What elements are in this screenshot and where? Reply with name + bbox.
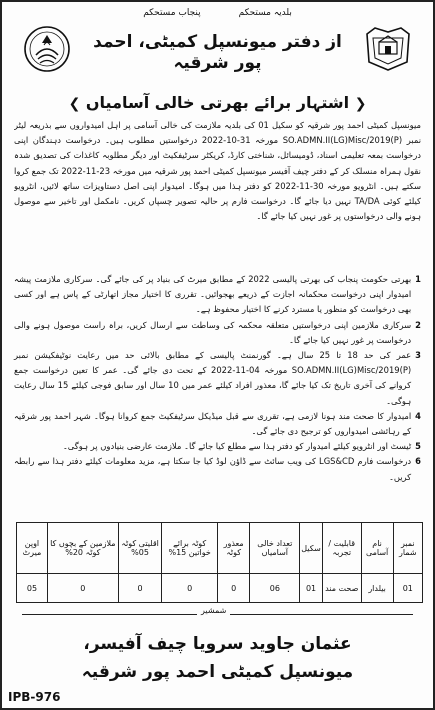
advertisement-title-text: اشتہار برائے بھرتی خالی آسامیاں	[85, 93, 350, 112]
col-qualification: قابلیت / تجربہ	[322, 523, 361, 574]
condition-item	[14, 454, 421, 484]
condition-item	[14, 318, 421, 348]
condition-number: 2	[415, 319, 421, 330]
table-row	[17, 574, 423, 603]
signatory-name: عثمان جاوید سرویا چیف آفیسر،	[83, 634, 352, 654]
col-employee-children-quota: ملازمین کے بچوں کا کوٹہ 20%	[47, 523, 118, 574]
col-vacancies: تعداد خالی آسامیاں	[250, 523, 300, 574]
condition-text: ٹیسٹ اور انٹرویو کیلئے امیدوار کو دفتر ہذا سے مطلع کیا جائے گا۔ ملازمت عارضی بنیادوں پر ہوگی۔	[62, 441, 412, 452]
table-cell: 0	[217, 574, 250, 603]
vacancy-table	[16, 522, 423, 603]
footer-divider-word: شمشیر	[197, 606, 230, 615]
condition-text: سرکاری ملازمین اپنی درخواستیں متعلقہ محکمہ کی وساطت سے ارسال کریں، براہ راست موصول ہونے والی درخواست پر غور نہیں کیا جائے گا۔	[14, 319, 412, 345]
col-post-name: نام آسامی	[361, 523, 393, 574]
table-cell: 01	[300, 574, 323, 603]
signatory-block	[22, 630, 413, 686]
signatory-office: میونسپل کمیٹی احمد پور شرقیہ	[81, 662, 354, 682]
table-cell: 06	[250, 574, 300, 603]
condition-text: عمر کی حد 18 تا 25 سال ہے۔ گورنمنٹ پالیسی کے مطابق بالائی حد میں رعایت نوٹیفکیشن نمبر SO.ADMN.II(LG)Misc/2019(P) مورخہ 04-11-2022 کے تحت دی جائے گی۔ عمر کا تعین درخواست جمع کروانے کی آخری تاریخ تک کیا جائے گا، معذور افراد کیلئے عمر میں 10 سال اور سابق فوجی کیلئے 15 سال رعایت ہوگی۔	[14, 350, 412, 406]
condition-item	[14, 272, 421, 318]
col-disabled-quota: معذور کوٹہ	[217, 523, 250, 574]
office-title: از دفتر میونسپل کمیٹی، احمد پور شرقیہ	[93, 32, 342, 73]
table-cell: 0	[47, 574, 118, 603]
condition-number: 6	[415, 456, 421, 467]
condition-item	[14, 348, 421, 409]
condition-number: 5	[415, 441, 421, 452]
condition-item	[14, 439, 421, 454]
col-scale: سکیل	[300, 523, 323, 574]
advertisement-title	[2, 93, 433, 112]
table-cell: 0	[162, 574, 217, 603]
table-cell: 05	[17, 574, 48, 603]
tagline-punjab: پنجاب مستحکم	[143, 8, 201, 18]
header-taglines	[2, 8, 433, 22]
municipal-emblem-icon	[361, 24, 415, 74]
ornament-right-icon: ❮	[354, 96, 367, 112]
advertisement-body	[14, 118, 421, 485]
col-serial: نمبر شمار	[393, 523, 422, 574]
table-cell: بیلدار	[361, 574, 393, 603]
table-header-row	[17, 523, 423, 574]
condition-item	[14, 409, 421, 439]
ipb-code: IPB-976	[8, 690, 61, 704]
condition-text: امیدوار کا صحت مند ہونا لازمی ہے، تقرری سے قبل میڈیکل سرٹیفکیٹ جمع کروانا ہوگا۔ شہر احمد پور شرقیہ کے رہائشی امیدواروں کو ترجیح دی جائے گی۔	[14, 410, 412, 437]
col-open-merit: اوپن میرٹ	[17, 523, 48, 574]
condition-number: 4	[415, 410, 421, 421]
punjab-emblem-icon	[20, 24, 74, 74]
condition-text: بھرتی حکومت پنجاب کی بھرتی پالیسی 2022 کے مطابق میرٹ کی بنیاد پر کی جائے گی۔ سرکاری ملازمت پیشہ امیدوار اپنی درخواست محکمانہ اجازت کے ذریعے بھجوائیں۔ تقرری کا اختیار مجاز اتھارٹی کے پاس ہے اور کسی بھی درخواست کو منظور یا مسترد کرنے کا اختیار محفوظ ہے۔	[14, 274, 412, 315]
table-cell: 01	[393, 574, 422, 603]
ornament-left-icon: ❯	[68, 96, 81, 112]
table-cell: صحت مند	[322, 574, 361, 603]
table-cell: 0	[118, 574, 162, 603]
body-lead-paragraph: میونسپل کمیٹی احمد پور شرقیہ کو سکیل 01 کی بلدیہ ملازمت کی خالی آسامی پر اہل امیدواروں سے بذریعہ لیٹر نمبر SO.ADMN.II(LG)Misc/2019(P) مورخہ 31-10-2022 درخواستیں مطلوب ہیں۔ درخواست دہندگان اپنی درخواست بمعہ تعلیمی اسناد، ڈومیسائل، شناختی کارڈ، کریکٹر سرٹیفکیٹ اور دیگر مطلوبہ کاغذات کی تصدیق شدہ نقول ہمراہ منسلک کر کے دفتر چیف آفیسر میونسپل کمیٹی احمد پور شرقیہ میں مورخہ 23-11-2022 تک جمع کروا سکتے ہیں۔ انٹرویو مورخہ 30-11-2022 کو دفتر ہذا میں ہوگا۔ امیدوار اپنی اصل دستاویزات ساتھ لائیں، انٹرویو کیلئے کوئی TA/DA نہیں دیا جائے گا۔ درخواست فارم پر حالیہ تصویر چسپاں کریں۔ نامکمل اور تاخیر سے موصول ہونے والی درخواستوں پر غور نہیں کیا جائے گا۔	[14, 120, 421, 222]
condition-number: 3	[415, 350, 421, 361]
col-minority-quota: اقلیتی کوٹہ 05%	[118, 523, 162, 574]
col-women-quota: کوٹہ برائے خواتین 15%	[162, 523, 217, 574]
tagline-baldia: بلدیہ مستحکم	[238, 8, 292, 18]
condition-text: درخواست فارم LGS&CD کی ویب سائٹ سے ڈاؤن لوڈ کیا جا سکتا ہے، مزید معلومات کیلئے دفتر ہذا سے رابطہ کریں۔	[14, 456, 412, 482]
condition-number: 1	[415, 274, 421, 284]
